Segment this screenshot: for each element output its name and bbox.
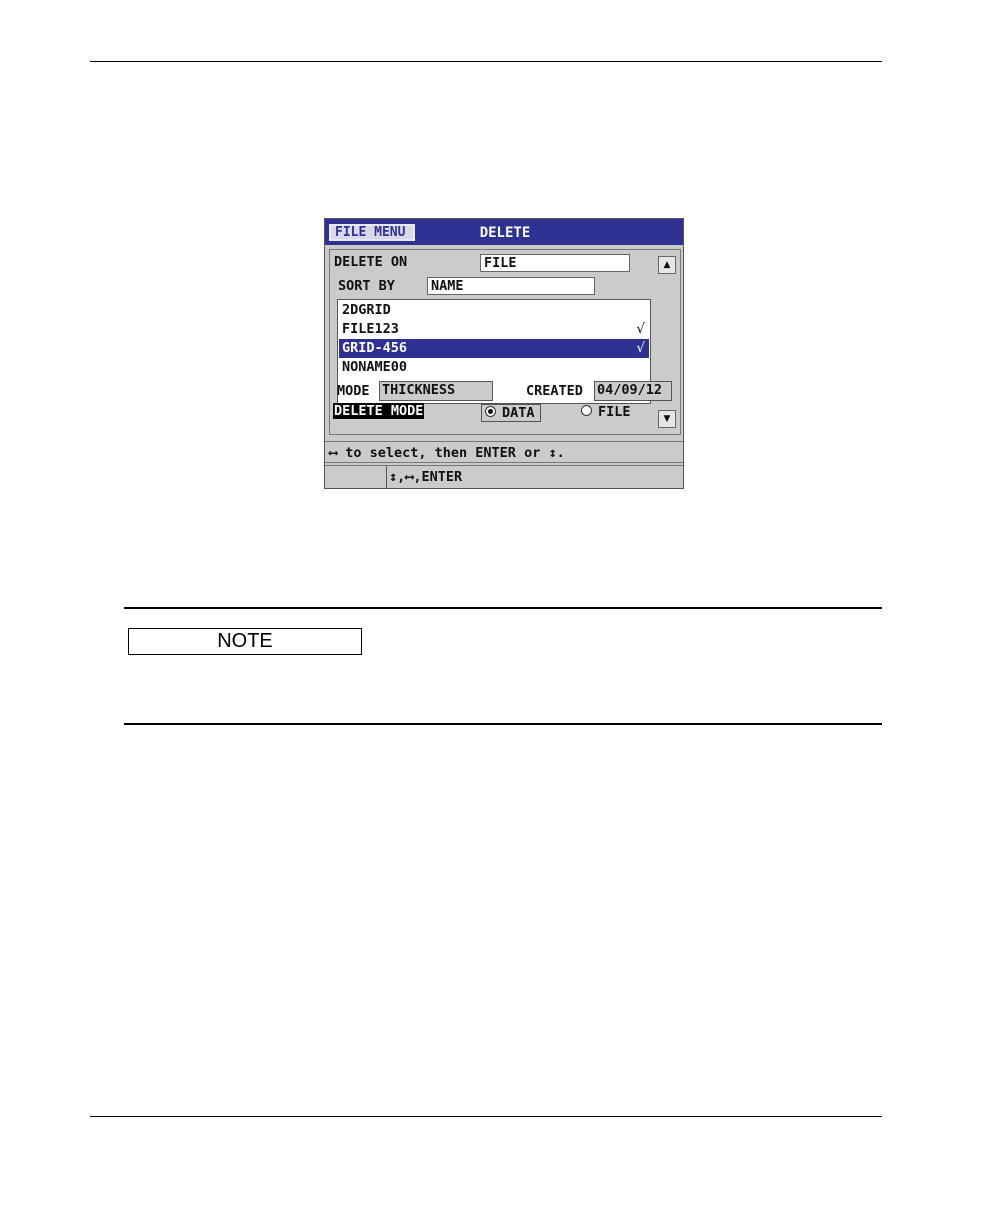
up-triangle-icon: ▲ — [663, 260, 671, 270]
mode-label: MODE — [337, 383, 370, 399]
file-name: NONAME00 — [342, 359, 408, 375]
scroll-up-button[interactable] — [658, 256, 676, 274]
radio-file-label: FILE — [598, 404, 631, 420]
radio-selected-icon — [485, 406, 496, 417]
file-name: 2DGRID — [342, 302, 391, 318]
list-item[interactable] — [339, 301, 649, 320]
check-icon: √ — [636, 321, 645, 337]
help-bar — [325, 441, 683, 463]
note-top-rule — [124, 607, 882, 609]
list-item[interactable] — [339, 320, 649, 339]
delete-on-field[interactable]: FILE — [480, 254, 630, 272]
mode-value: THICKNESS — [379, 381, 493, 401]
delete-on-label: DELETE ON — [334, 254, 408, 270]
title-bar — [325, 219, 683, 245]
created-label: CREATED — [526, 383, 583, 399]
delete-mode-label: DELETE MODE — [334, 403, 424, 419]
check-icon: √ — [636, 340, 645, 356]
key-bar — [325, 465, 683, 489]
header-rule — [90, 61, 882, 62]
list-item-selected[interactable] — [339, 339, 649, 358]
radio-data-label: DATA — [502, 405, 535, 421]
created-value: 04/09/12 — [594, 381, 672, 401]
note-bottom-rule — [124, 723, 882, 725]
screen-title: DELETE — [479, 225, 531, 241]
help-text: ⟷ to select, then ENTER or ↕. — [329, 445, 565, 461]
file-name: FILE123 — [342, 321, 399, 337]
file-name: GRID-456 — [342, 340, 408, 356]
sort-by-label: SORT BY — [338, 278, 395, 294]
list-item[interactable] — [339, 358, 649, 377]
delete-screen — [324, 218, 684, 489]
radio-data[interactable] — [481, 404, 541, 422]
key-hint: ↕,⟷,ENTER — [389, 469, 463, 485]
key-divider — [386, 466, 387, 489]
sort-by-field[interactable]: NAME — [427, 277, 595, 295]
radio-unselected-icon — [581, 405, 592, 416]
file-menu-tab[interactable]: FILE MENU — [329, 224, 415, 241]
note-label: NOTE — [128, 628, 362, 655]
radio-file[interactable] — [581, 404, 631, 420]
scroll-down-button[interactable] — [658, 410, 676, 428]
footer-rule — [90, 1116, 882, 1117]
down-triangle-icon: ▼ — [663, 414, 671, 424]
